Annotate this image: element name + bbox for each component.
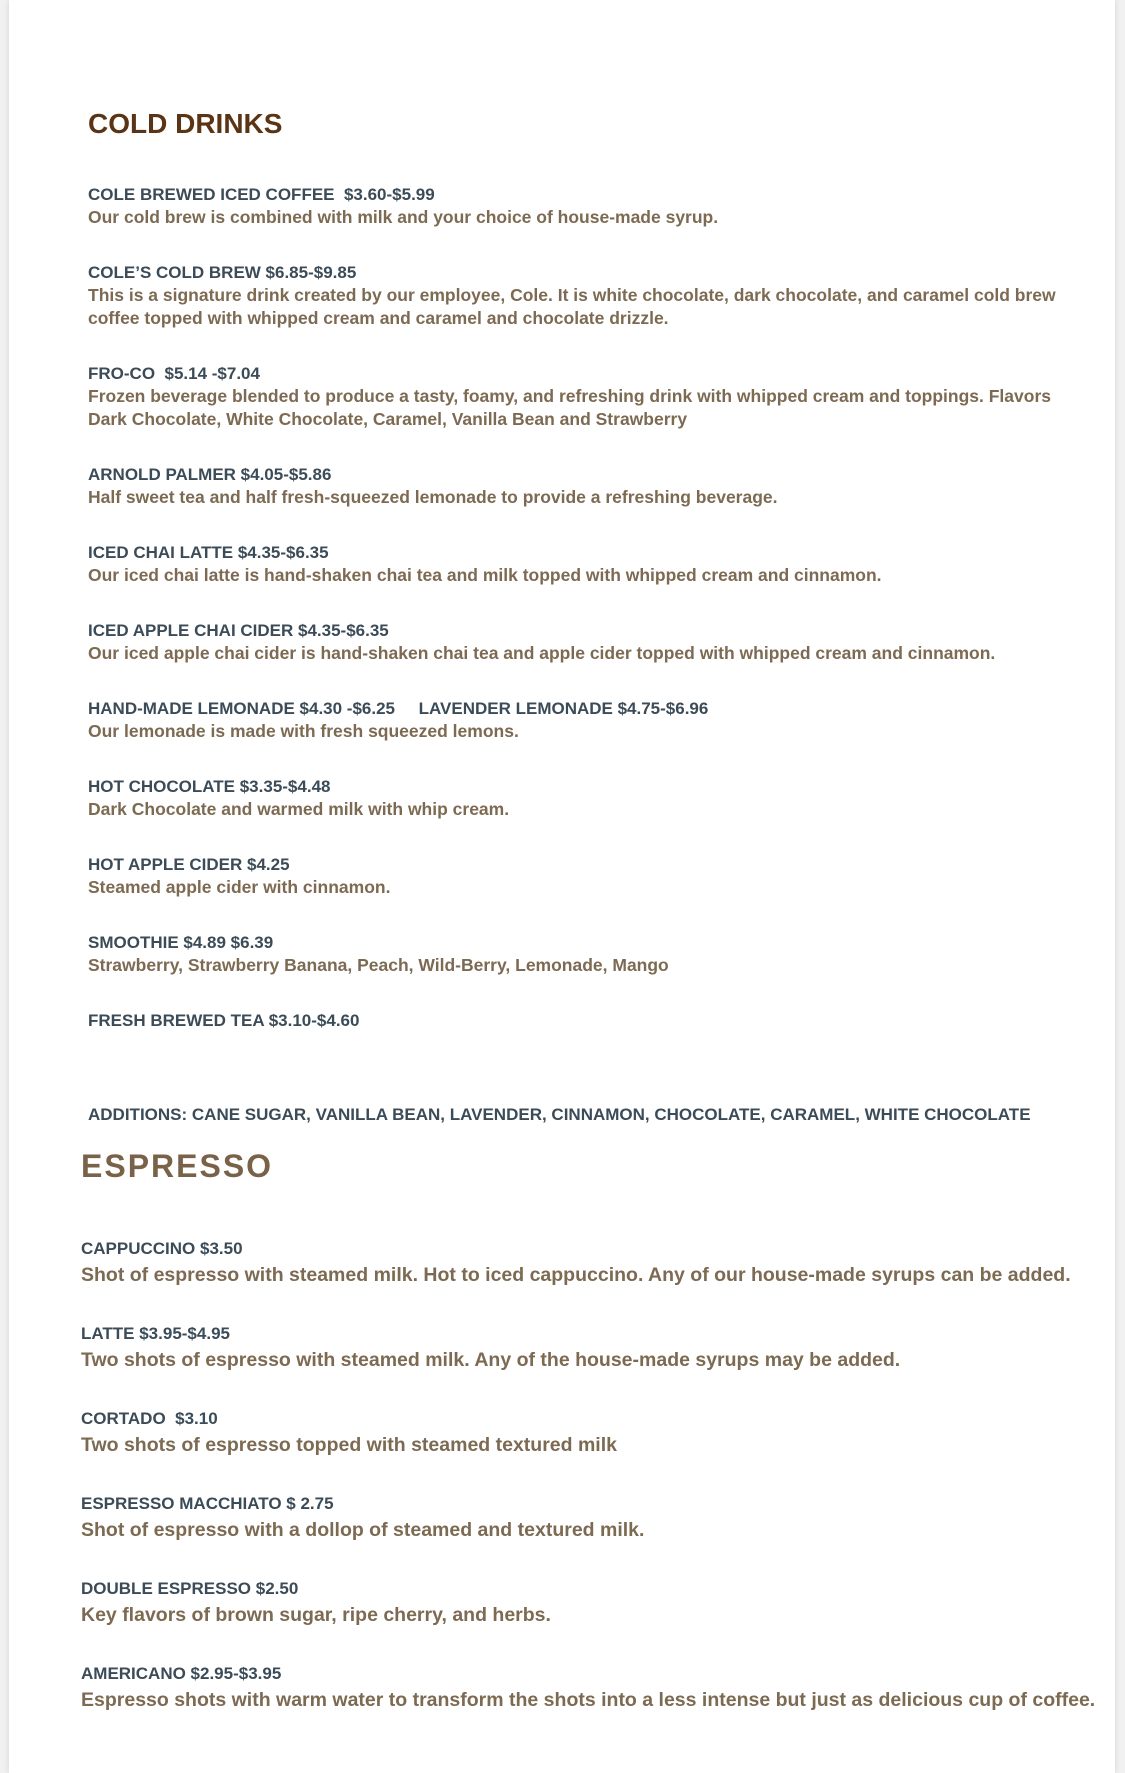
menu-item-cold-brewed-iced-coffee bbox=[88, 184, 1068, 229]
menu-item-name: ESPRESSO MACCHIATO $ 2.75 bbox=[81, 1494, 334, 1513]
menu-item-hot-apple-cider bbox=[88, 854, 1068, 899]
menu-page bbox=[9, 0, 1115, 1773]
menu-item-iced-apple-chai-cider bbox=[88, 620, 1068, 665]
menu-item-name: HAND-MADE LEMONADE $4.30 -$6.25 LAVENDER LEMONADE $4.75-$6.96 bbox=[88, 699, 709, 718]
menu-item-description: This is a signature drink created by our employee, Cole. It is white chocolate, dark chocolate, and caramel cold brew coffee topped with whipped cream and caramel and chocolate drizzle. bbox=[88, 285, 1056, 328]
menu-item-description: Dark Chocolate and warmed milk with whip cream. bbox=[88, 799, 510, 819]
menu-item-description: Two shots of espresso topped with steamed textured milk bbox=[81, 1434, 617, 1456]
additions-line: ADDITIONS: CANE SUGAR, VANILLA BEAN, LAVENDER, CINNAMON, CHOCOLATE, CARAMEL, WHITE CHOCOLATE bbox=[88, 1105, 1031, 1124]
menu-item-description: Frozen beverage blended to produce a tasty, foamy, and refreshing drink with whipped cream and toppings. Flavors Dark Chocolate, White Chocolate, Caramel, Vanilla Bean and Strawberry bbox=[88, 386, 1051, 429]
menu-item-name: ARNOLD PALMER $4.05-$5.86 bbox=[88, 465, 332, 484]
menu-item-name: ICED CHAI LATTE $4.35-$6.35 bbox=[88, 543, 329, 562]
menu-item-name: COLE’S COLD BREW $6.85-$9.85 bbox=[88, 263, 357, 282]
menu-item-description: Our cold brew is combined with milk and your choice of house-made syrup. bbox=[88, 207, 719, 227]
menu-item-lemonade bbox=[88, 698, 1068, 743]
menu-item-description: Our iced apple chai cider is hand-shaken chai tea and apple cider topped with whipped cream and cinnamon. bbox=[88, 643, 996, 663]
menu-item-description: Strawberry, Strawberry Banana, Peach, Wild-Berry, Lemonade, Mango bbox=[88, 955, 669, 975]
menu-item-description: Shot of espresso with a dollop of steamed and textured milk. bbox=[81, 1519, 645, 1541]
menu-item-latte bbox=[81, 1322, 1081, 1407]
menu-item-name: LATTE $3.95-$4.95 bbox=[81, 1324, 230, 1343]
menu-item-name: HOT APPLE CIDER $4.25 bbox=[88, 855, 290, 874]
menu-item-description: Half sweet tea and half fresh-squeezed lemonade to provide a refreshing beverage. bbox=[88, 487, 778, 507]
menu-item-cortado bbox=[81, 1407, 1081, 1492]
menu-item-double-espresso bbox=[81, 1577, 1081, 1662]
menu-item-description: Shot of espresso with steamed milk. Hot to iced cappuccino. Any of our house-made syrups can be added. bbox=[81, 1264, 1071, 1286]
menu-item-name: ICED APPLE CHAI CIDER $4.35-$6.35 bbox=[88, 621, 389, 640]
menu-item-smoothie bbox=[88, 932, 1068, 977]
menu-item-description: Two shots of espresso with steamed milk. Any of the house-made syrups may be added. bbox=[81, 1349, 901, 1371]
cold-drinks-heading: COLD DRINKS bbox=[88, 108, 283, 139]
espresso-heading: ESPRESSO bbox=[81, 1148, 274, 1184]
menu-item-name: DOUBLE ESPRESSO $2.50 bbox=[81, 1579, 299, 1598]
menu-item-name: CORTADO $3.10 bbox=[81, 1409, 218, 1428]
menu-item-description: Key flavors of brown sugar, ripe cherry, and herbs. bbox=[81, 1604, 551, 1626]
menu-item-coles-cold-brew bbox=[88, 262, 1068, 330]
menu-item-espresso-macchiato bbox=[81, 1492, 1081, 1577]
menu-item-iced-chai-latte bbox=[88, 542, 1068, 587]
menu-item-name: FRESH BREWED TEA $3.10-$4.60 bbox=[88, 1011, 360, 1030]
menu-item-name: HOT CHOCOLATE $3.35-$4.48 bbox=[88, 777, 331, 796]
menu-item-name: SMOOTHIE $4.89 $6.39 bbox=[88, 933, 274, 952]
menu-item-name: CAPPUCCINO $3.50 bbox=[81, 1239, 243, 1258]
menu-item-cappuccino bbox=[81, 1237, 1081, 1322]
menu-item-description: Our lemonade is made with fresh squeezed lemons. bbox=[88, 721, 519, 741]
menu-item-hot-chocolate bbox=[88, 776, 1068, 821]
menu-item-name: AMERICANO $2.95-$3.95 bbox=[81, 1664, 282, 1683]
menu-item-description: Espresso shots with warm water to transform the shots into a less intense but just as delicious cup of coffee. bbox=[81, 1689, 1096, 1711]
menu-item-arnold-palmer bbox=[88, 464, 1068, 509]
espresso-list bbox=[81, 1237, 1096, 1747]
menu-item-fro-co bbox=[88, 363, 1068, 431]
cold-drinks-list bbox=[88, 184, 1068, 1065]
menu-item-name: COLE BREWED ICED COFFEE $3.60-$5.99 bbox=[88, 185, 435, 204]
menu-item-description: Steamed apple cider with cinnamon. bbox=[88, 877, 391, 897]
menu-item-description: Our iced chai latte is hand-shaken chai tea and milk topped with whipped cream and cinnamon. bbox=[88, 565, 882, 585]
menu-item-fresh-brewed-tea bbox=[88, 1010, 1068, 1032]
menu-item-americano bbox=[81, 1662, 1096, 1747]
menu-item-name: FRO-CO $5.14 -$7.04 bbox=[88, 364, 260, 383]
